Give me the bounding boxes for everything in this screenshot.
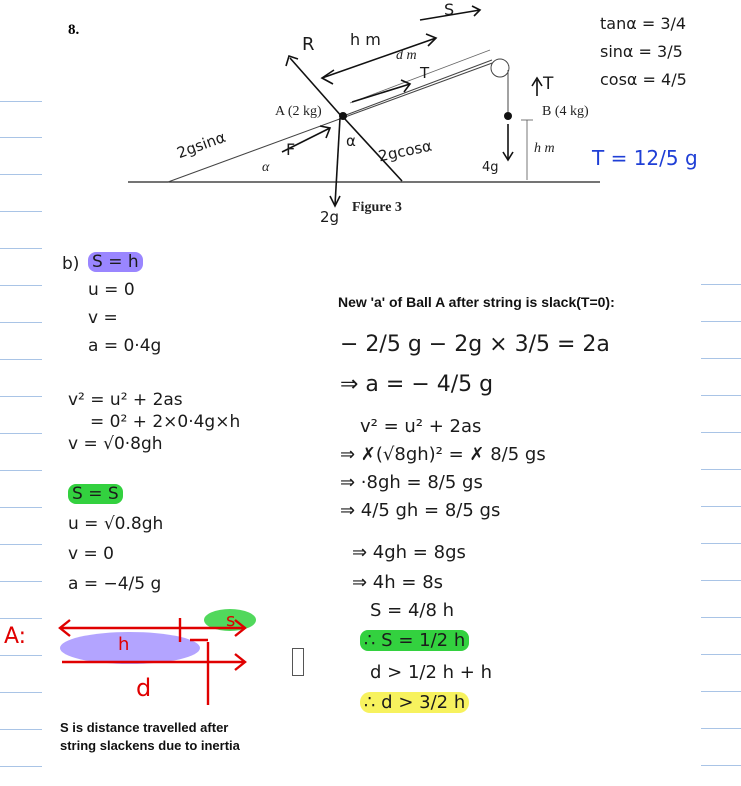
trig-tan: tanα = 3/4: [600, 14, 687, 33]
trig-ratios: [600, 10, 687, 94]
sketch-h: h: [118, 634, 130, 655]
label-h-right: h m: [534, 141, 555, 156]
r-line-11: ∴ d > 3/2 h: [360, 692, 469, 713]
b1-line-2: v =: [88, 308, 118, 328]
b3-line-3: a = −4/5 g: [68, 574, 162, 594]
tension-result: T = 12/5 g: [592, 146, 698, 170]
new-a-heading: New 'a' of Ball A after string is slack(T=0):: [338, 294, 615, 310]
r-line-9: ∴ S = 1/2 h: [360, 630, 469, 651]
r-line-7: ⇒ 4h = 8s: [352, 572, 444, 593]
trig-cos: cosα = 4/5: [600, 70, 687, 89]
part-b-block2: [68, 390, 240, 456]
label-2gcos: 2gcosα: [376, 136, 434, 166]
label-alpha-ground: α: [262, 160, 270, 175]
label-T-string: T: [420, 64, 430, 82]
r-line-1: ⇒ a = − 4/5 g: [340, 372, 494, 397]
r-line-0: − 2/5 g − 2g × 3/5 = 2a: [340, 332, 610, 357]
figure-caption: Figure 3: [352, 200, 402, 215]
sketch-caption-1: S is distance travelled after: [60, 720, 229, 735]
label-S-arrow: S: [444, 0, 455, 19]
b3-line-1: u = √0.8gh: [68, 514, 164, 534]
r-line-8: S = 4/8 h: [370, 600, 455, 621]
r-line-6: ⇒ 4gh = 8gs: [352, 542, 466, 563]
label-h-top: h m: [350, 30, 381, 49]
b2-line-0: v² = u² + 2as: [68, 390, 183, 410]
label-F: F: [286, 140, 296, 159]
label-4g: 4g: [482, 160, 499, 175]
label-2gsin: 2gsinα: [174, 127, 229, 163]
r-line-4: ⇒ ·8gh = 8/5 gs: [340, 472, 483, 493]
b2-line-2: v = √0·8gh: [68, 434, 163, 454]
text-cursor-box[interactable]: [292, 648, 304, 676]
label-T-B: T: [543, 74, 554, 94]
part-b-block3: [68, 484, 163, 604]
label-alpha-A: α: [346, 132, 356, 150]
b2-line-1: = 0² + 2×0·4g×h: [90, 412, 241, 432]
r-line-2: v² = u² + 2as: [360, 416, 482, 437]
r-line-3: ⇒ ✗(√8gh)² = ✗ 8/5 gs: [340, 444, 546, 465]
sketch-A-label: A:: [4, 624, 27, 649]
b3-line-0: S = S: [68, 484, 123, 504]
label-B: B (4 kg): [542, 104, 589, 119]
r-line-5: ⇒ 4/5 gh = 8/5 gs: [340, 500, 501, 521]
r-line-10: d > 1/2 h + h: [370, 662, 492, 683]
trig-sin: sinα = 3/5: [600, 42, 683, 61]
label-2g: 2g: [320, 208, 340, 226]
b3-line-2: v = 0: [68, 544, 114, 564]
b1-line-0: S = h: [88, 252, 143, 272]
b1-line-1: u = 0: [88, 280, 135, 300]
inertia-sketch: [40, 600, 270, 712]
part-b-label: b): [62, 254, 80, 274]
part-b-block1: [88, 252, 161, 364]
question-number: 8.: [68, 22, 80, 38]
label-R: R: [302, 34, 315, 55]
sketch-caption-2: string slackens due to inertia: [60, 738, 240, 753]
sketch-d: d: [136, 674, 152, 702]
label-d: d m: [396, 48, 417, 63]
label-A: A (2 kg): [275, 104, 322, 119]
sketch-s: s: [226, 610, 236, 631]
right-work: [340, 332, 610, 722]
b1-line-3: a = 0·4g: [88, 336, 162, 356]
